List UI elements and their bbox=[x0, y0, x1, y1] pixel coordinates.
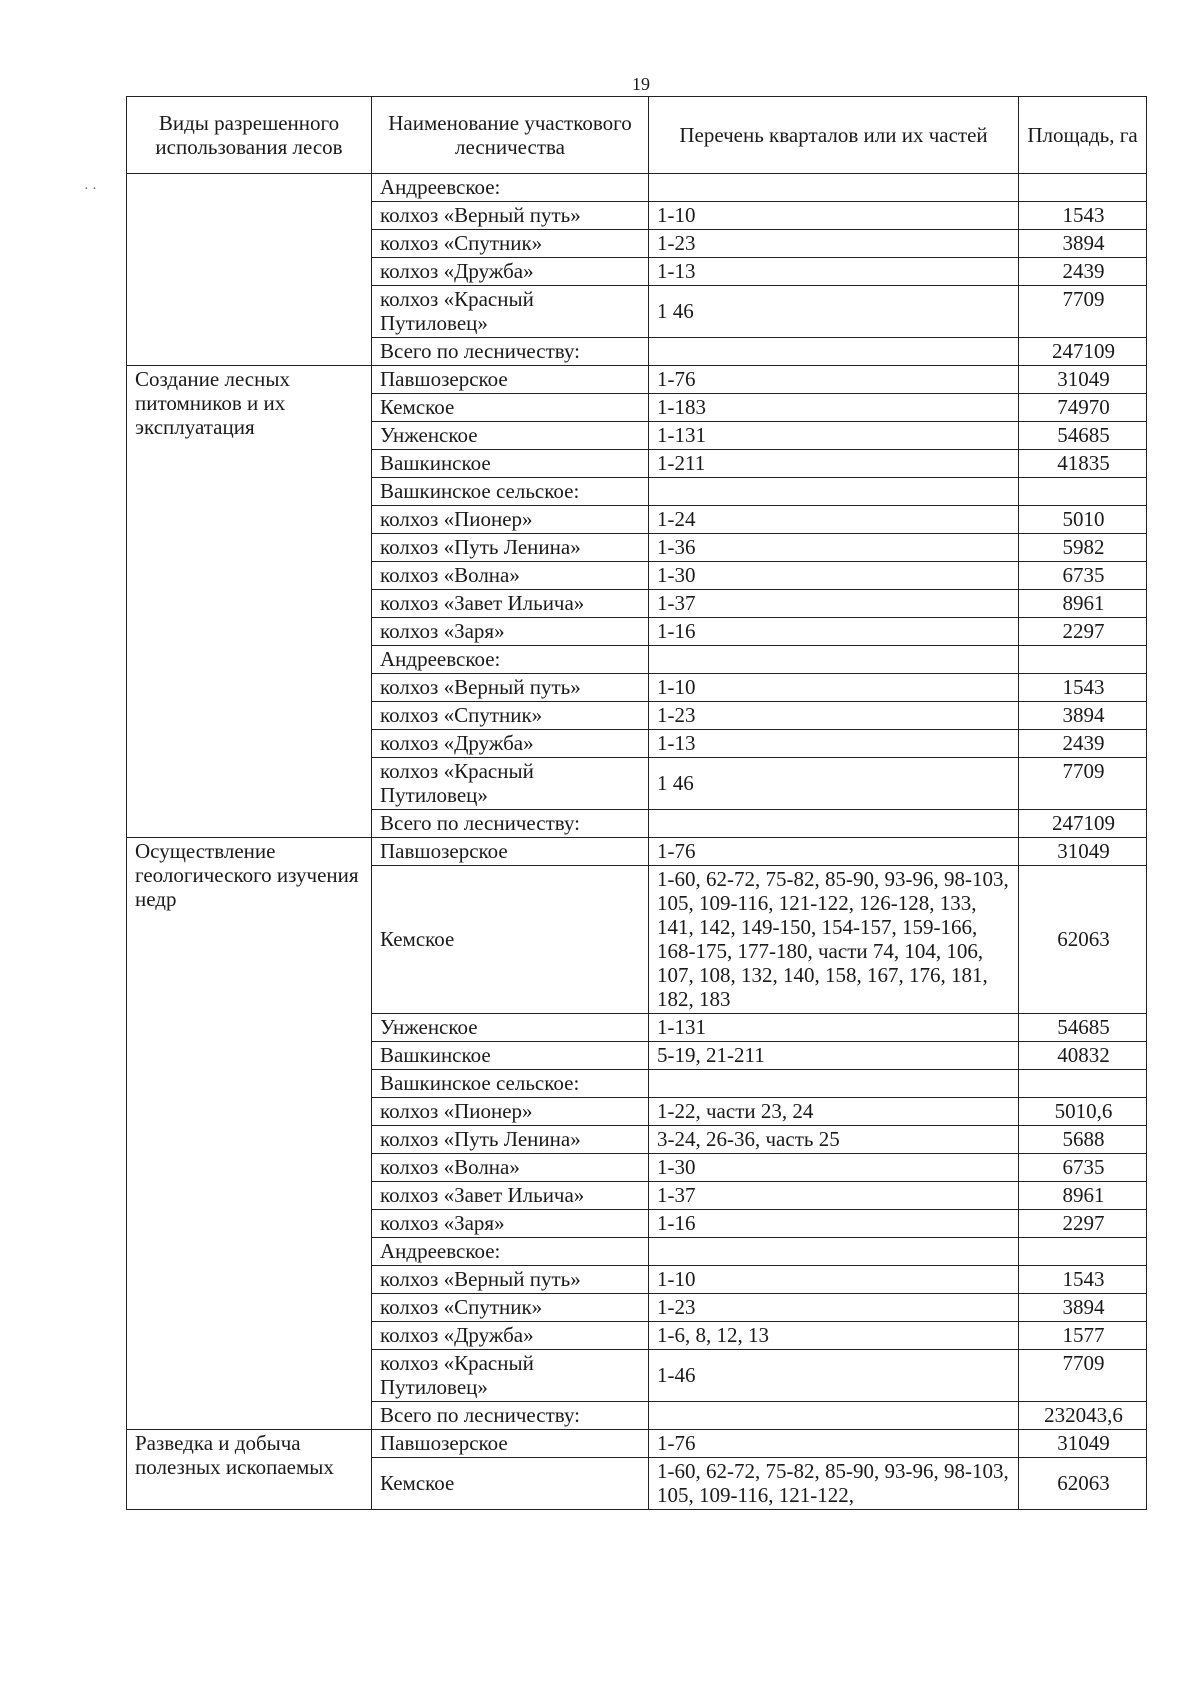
area-cell bbox=[1019, 174, 1147, 202]
forestry-name-cell: колхоз «Красный Путиловец» bbox=[372, 758, 649, 810]
area-cell: 2439 bbox=[1019, 730, 1147, 758]
area-cell: 1577 bbox=[1019, 1322, 1147, 1350]
table-row bbox=[127, 1430, 1147, 1458]
quarters-cell: 1-16 bbox=[649, 1210, 1019, 1238]
area-cell: 3894 bbox=[1019, 1294, 1147, 1322]
forestry-name-cell: Вашкинское bbox=[372, 1042, 649, 1070]
area-cell: 74970 bbox=[1019, 394, 1147, 422]
header-quarters: Перечень кварталов или их частей bbox=[649, 97, 1019, 174]
use-type-cell bbox=[127, 174, 372, 366]
forestry-name-cell: Вашкинское сельское: bbox=[372, 478, 649, 506]
forestry-name-cell: колхоз «Путь Ленина» bbox=[372, 534, 649, 562]
area-cell bbox=[1019, 1238, 1147, 1266]
quarters-cell: 1-10 bbox=[649, 1266, 1019, 1294]
forestry-name-cell: колхоз «Спутник» bbox=[372, 702, 649, 730]
area-cell bbox=[1019, 1070, 1147, 1098]
area-cell: 62063 bbox=[1019, 866, 1147, 1014]
area-cell: 2297 bbox=[1019, 1210, 1147, 1238]
area-cell: 2439 bbox=[1019, 258, 1147, 286]
forestry-name-cell: колхоз «Дружба» bbox=[372, 730, 649, 758]
area-cell: 232043,6 bbox=[1019, 1402, 1147, 1430]
forestry-name-cell: Павшозерское bbox=[372, 838, 649, 866]
quarters-cell bbox=[649, 1238, 1019, 1266]
quarters-cell: 1-23 bbox=[649, 230, 1019, 258]
quarters-cell: 1-13 bbox=[649, 730, 1019, 758]
quarters-cell: 1-30 bbox=[649, 562, 1019, 590]
area-cell: 31049 bbox=[1019, 838, 1147, 866]
area-cell: 1543 bbox=[1019, 674, 1147, 702]
forestry-name-cell: колхоз «Путь Ленина» bbox=[372, 1126, 649, 1154]
quarters-cell: 5-19, 21-211 bbox=[649, 1042, 1019, 1070]
forestry-name-cell: колхоз «Спутник» bbox=[372, 1294, 649, 1322]
forestry-name-cell: колхоз «Верный путь» bbox=[372, 674, 649, 702]
quarters-cell: 1-10 bbox=[649, 674, 1019, 702]
area-cell: 5010,6 bbox=[1019, 1098, 1147, 1126]
table-row bbox=[127, 838, 1147, 866]
area-cell: 1543 bbox=[1019, 202, 1147, 230]
quarters-cell bbox=[649, 1070, 1019, 1098]
quarters-cell: 1-37 bbox=[649, 590, 1019, 618]
area-cell: 8961 bbox=[1019, 590, 1147, 618]
use-type-cell: Осуществление геологического изучения недр bbox=[127, 838, 372, 1430]
quarters-cell: 1-23 bbox=[649, 1294, 1019, 1322]
table-row bbox=[127, 174, 1147, 202]
quarters-cell: 1-36 bbox=[649, 534, 1019, 562]
page-number: 19 bbox=[632, 74, 650, 94]
forestry-name-cell: Павшозерское bbox=[372, 1430, 649, 1458]
forestry-name-cell: колхоз «Спутник» bbox=[372, 230, 649, 258]
forestry-name-cell: колхоз «Пионер» bbox=[372, 506, 649, 534]
forestry-name-cell: Андреевское: bbox=[372, 646, 649, 674]
forestry-name-cell: Всего по лесничеству: bbox=[372, 1402, 649, 1430]
forestry-name-cell: колхоз «Волна» bbox=[372, 562, 649, 590]
forestry-name-cell: Унженское bbox=[372, 422, 649, 450]
quarters-cell: 1-23 bbox=[649, 702, 1019, 730]
forestry-name-cell: колхоз «Заря» bbox=[372, 1210, 649, 1238]
area-cell: 6735 bbox=[1019, 562, 1147, 590]
area-cell: 247109 bbox=[1019, 338, 1147, 366]
area-cell: 3894 bbox=[1019, 230, 1147, 258]
forestry-name-cell: колхоз «Заря» bbox=[372, 618, 649, 646]
area-cell bbox=[1019, 478, 1147, 506]
quarters-cell: 1 46 bbox=[649, 286, 1019, 338]
forestry-name-cell: Кемское bbox=[372, 866, 649, 1014]
area-cell: 5688 bbox=[1019, 1126, 1147, 1154]
area-cell: 54685 bbox=[1019, 1014, 1147, 1042]
quarters-cell: 1-60, 62-72, 75-82, 85-90, 93-96, 98-103, 105, 109-116, 121-122, 126-128, 133, 141, 142, 149-150, 154-157, 159-166, 168-175, 177-180, части 74, 104, 106, 107, 108, 132, 140, 158, 167, 176, 181, 182, 183 bbox=[649, 866, 1019, 1014]
forestry-name-cell: колхоз «Волна» bbox=[372, 1154, 649, 1182]
quarters-cell: 1-76 bbox=[649, 838, 1019, 866]
quarters-cell: 1 46 bbox=[649, 758, 1019, 810]
forestry-name-cell: Кемское bbox=[372, 394, 649, 422]
quarters-cell bbox=[649, 646, 1019, 674]
area-cell: 2297 bbox=[1019, 618, 1147, 646]
forestry-name-cell: Всего по лесничеству: bbox=[372, 810, 649, 838]
area-cell: 40832 bbox=[1019, 1042, 1147, 1070]
forestry-name-cell: Андреевское: bbox=[372, 174, 649, 202]
quarters-cell: 1-10 bbox=[649, 202, 1019, 230]
area-cell: 7709 bbox=[1019, 286, 1147, 338]
area-cell: 5010 bbox=[1019, 506, 1147, 534]
forestry-name-cell: колхоз «Дружба» bbox=[372, 258, 649, 286]
quarters-cell bbox=[649, 478, 1019, 506]
use-type-cell: Разведка и добыча полезных ископаемых bbox=[127, 1430, 372, 1510]
quarters-cell: 1-183 bbox=[649, 394, 1019, 422]
area-cell: 8961 bbox=[1019, 1182, 1147, 1210]
table-header-row bbox=[127, 97, 1147, 174]
area-cell: 6735 bbox=[1019, 1154, 1147, 1182]
forestry-name-cell: колхоз «Завет Ильича» bbox=[372, 1182, 649, 1210]
area-cell: 31049 bbox=[1019, 366, 1147, 394]
quarters-cell: 1-76 bbox=[649, 366, 1019, 394]
forestry-name-cell: колхоз «Красный Путиловец» bbox=[372, 286, 649, 338]
area-cell: 3894 bbox=[1019, 702, 1147, 730]
quarters-cell: 1-131 bbox=[649, 422, 1019, 450]
forestry-name-cell: колхоз «Верный путь» bbox=[372, 202, 649, 230]
forestry-name-cell: колхоз «Завет Ильича» bbox=[372, 590, 649, 618]
forestry-name-cell: Унженское bbox=[372, 1014, 649, 1042]
forestry-name-cell: колхоз «Дружба» bbox=[372, 1322, 649, 1350]
scan-speck: · · bbox=[84, 182, 97, 197]
table-body bbox=[127, 174, 1147, 1510]
table-row bbox=[127, 366, 1147, 394]
area-cell: 7709 bbox=[1019, 758, 1147, 810]
forestry-name-cell: Кемское bbox=[372, 1458, 649, 1510]
quarters-cell: 1-6, 8, 12, 13 bbox=[649, 1322, 1019, 1350]
quarters-cell bbox=[649, 174, 1019, 202]
quarters-cell bbox=[649, 810, 1019, 838]
header-area: Площадь, га bbox=[1019, 97, 1147, 174]
area-cell: 31049 bbox=[1019, 1430, 1147, 1458]
quarters-cell: 1-37 bbox=[649, 1182, 1019, 1210]
area-cell: 54685 bbox=[1019, 422, 1147, 450]
quarters-cell: 1-24 bbox=[649, 506, 1019, 534]
quarters-cell: 1-76 bbox=[649, 1430, 1019, 1458]
quarters-cell: 1-16 bbox=[649, 618, 1019, 646]
area-cell: 247109 bbox=[1019, 810, 1147, 838]
quarters-cell: 1-211 bbox=[649, 450, 1019, 478]
forestry-name-cell: Вашкинское bbox=[372, 450, 649, 478]
forestry-name-cell: колхоз «Пионер» bbox=[372, 1098, 649, 1126]
quarters-cell bbox=[649, 338, 1019, 366]
area-cell: 7709 bbox=[1019, 1350, 1147, 1402]
quarters-cell: 1-60, 62-72, 75-82, 85-90, 93-96, 98-103, 105, 109-116, 121-122, bbox=[649, 1458, 1019, 1510]
quarters-cell: 1-13 bbox=[649, 258, 1019, 286]
forest-use-table bbox=[126, 96, 1147, 1510]
quarters-cell bbox=[649, 1402, 1019, 1430]
header-forestry-name: Наименование участкового лесничества bbox=[372, 97, 649, 174]
area-cell: 41835 bbox=[1019, 450, 1147, 478]
quarters-cell: 1-131 bbox=[649, 1014, 1019, 1042]
forestry-name-cell: Павшозерское bbox=[372, 366, 649, 394]
quarters-cell: 1-22, части 23, 24 bbox=[649, 1098, 1019, 1126]
area-cell: 5982 bbox=[1019, 534, 1147, 562]
area-cell: 62063 bbox=[1019, 1458, 1147, 1510]
forestry-name-cell: Вашкинское сельское: bbox=[372, 1070, 649, 1098]
quarters-cell: 1-30 bbox=[649, 1154, 1019, 1182]
area-cell bbox=[1019, 646, 1147, 674]
quarters-cell: 3-24, 26-36, часть 25 bbox=[649, 1126, 1019, 1154]
use-type-cell: Создание лесных питомников и их эксплуатация bbox=[127, 366, 372, 838]
area-cell: 1543 bbox=[1019, 1266, 1147, 1294]
header-use-type: Виды разрешенного использования лесов bbox=[127, 97, 372, 174]
forestry-name-cell: колхоз «Красный Путиловец» bbox=[372, 1350, 649, 1402]
forestry-name-cell: Андреевское: bbox=[372, 1238, 649, 1266]
forestry-name-cell: колхоз «Верный путь» bbox=[372, 1266, 649, 1294]
forestry-name-cell: Всего по лесничеству: bbox=[372, 338, 649, 366]
quarters-cell: 1-46 bbox=[649, 1350, 1019, 1402]
